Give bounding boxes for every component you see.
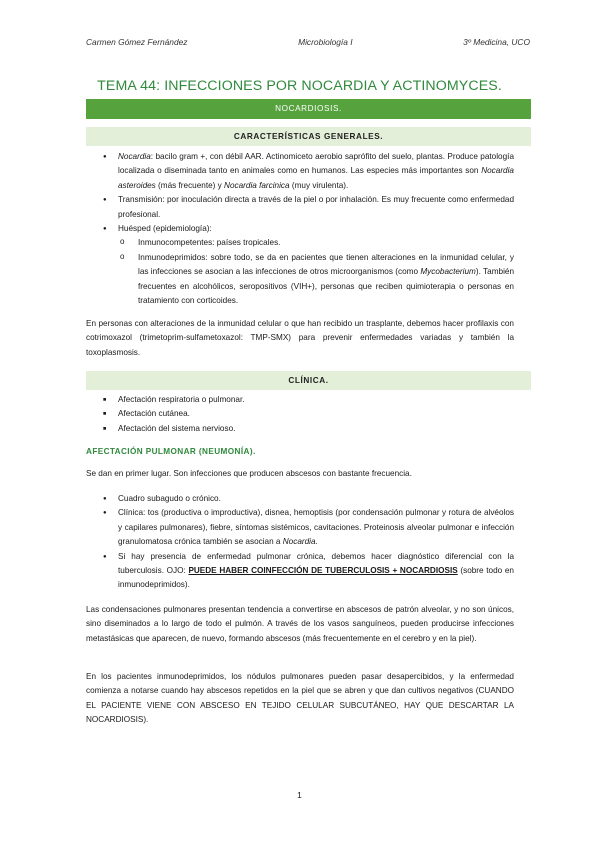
subheading-afectacion-pulmonar: AFECTACIÓN PULMONAR (NEUMONÍA). (86, 447, 256, 456)
sub-list-item: o Inmunocompetentes: países tropicales. (86, 236, 514, 250)
list-item: ● Cuadro subagudo o crónico. (86, 492, 514, 506)
condensaciones-paragraph: Las condensaciones pulmonares presentan tendencia a convertirse en abscesos de patrón alveolar, y no son únicos, sino diseminados a lo largo de todo el pulmón. A través de los vasos sanguíneos, pueden producirse infecciones metastásicas que aparecen, de nuevo, formando abscesos (más frecuentemente en el cerebro y en la piel). (86, 605, 514, 643)
header-course: 3º Medicina, UCO (463, 37, 530, 47)
page-number: 1 (297, 790, 302, 800)
header-subject: Microbiología I (298, 37, 353, 47)
section-banner-nocardiosis: NOCARDIOSIS. (86, 99, 531, 119)
page-header (86, 37, 530, 47)
list-item: ■ Afectación del sistema nervioso. (86, 422, 514, 436)
list-item: ■ Afectación cutánea. (86, 407, 514, 421)
clinica-list (86, 393, 514, 436)
list-item: ■ Afectación respiratoria o pulmonar. (86, 393, 514, 407)
list-item: ● Clínica: tos (productiva o improductiva), disnea, hemoptisis (por condensación pulmonar y rotura de alvéolos y capilares pulmonares), fiebre, síntomas sistémicos, cavitaciones. Proteinosis alveolar pulmonar e infección granulomatosa crónica también se asocian a Nocardia. (86, 506, 514, 549)
list-item: ● Huésped (epidemiología): (86, 222, 514, 236)
profilaxis-paragraph: En personas con alteraciones de la inmunidad celular o que han recibido un trasplante, debemos hacer profilaxis con cotrimoxazol (trimetoprim-sulfametoxazol: TMP-SMX) para prevenir enfermedades variadas y también la toxoplasmosis. (86, 319, 514, 357)
pulmonar-list (86, 492, 514, 593)
subsection-banner-caracteristicas: CARACTERÍSTICAS GENERALES. (86, 127, 531, 146)
caracteristicas-list (86, 150, 514, 308)
document-title: TEMA 44: INFECCIONES POR NOCARDIA Y ACTINOMYCES. (97, 78, 502, 94)
inmunodeprimidos-paragraph: En los pacientes inmunodeprimidos, los nódulos pulmonares pueden pasar desapercibidos, y la enfermedad comienza a notarse cuando hay abscesos repetidos en la piel que se abren y que dan cultivos negativos (CUANDO EL PACIENTE VIENE CON ABSCESO EN TEJIDO CELULAR SUBCUTÁNEO, HAY QUE DESCARTAR LA NOCARDIOSIS). (86, 672, 514, 725)
list-item: ● Transmisión: por inoculación directa a través de la piel o por inhalación. Es muy frecuente como enfermedad profesional. (86, 193, 514, 222)
sub-list-item: o Inmunodeprimidos: sobre todo, se da en pacientes que tienen alteraciones en la inmunidad celular, y las infecciones se asocian a las infecciones de otros microorganismos (como Mycobacterium). También frecuentes en alcohólicos, seropositivos (VIH+), personas que reciben quimioterapia o personas en tratamiento con corticoides. (86, 251, 514, 309)
subsection-banner-clinica: CLÍNICA. (86, 371, 531, 390)
pulmonar-intro: Se dan en primer lugar. Son infecciones que producen abscesos con bastante frecuencia. (86, 469, 412, 478)
header-author: Carmen Gómez Fernández (86, 37, 188, 47)
list-item: ● Si hay presencia de enfermedad pulmonar crónica, debemos hacer diagnóstico diferencial con la tuberculosis. OJO: PUEDE HABER COINFECCIÓN DE TUBERCULOSIS + NOCARDIOSIS (sobre todo en inmunodeprimidos). (86, 550, 514, 593)
list-item: ● Nocardia: bacilo gram +, con débil AAR. Actinomiceto aerobio saprófito del suelo, plantas. Produce patología localizada o diseminada tanto en animales como en humanos. Las especies más importantes son Nocardia asteroides (más frecuente) y Nocardia farcinica (muy virulenta). (86, 150, 514, 193)
